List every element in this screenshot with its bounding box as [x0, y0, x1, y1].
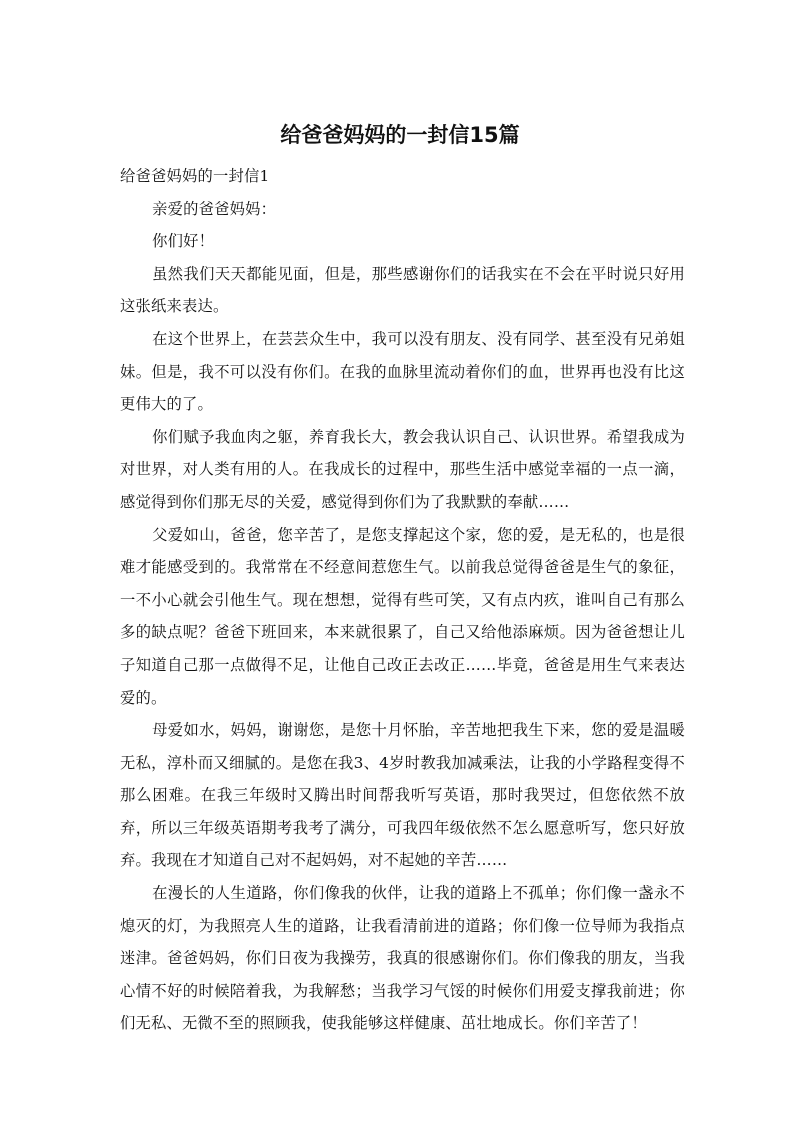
- body-paragraph: 父爱如山，爸爸，您辛苦了，是您支撑起这个家，您的爱，是无私的，也是很难才能感受到的。我常常在不经意间惹您生气。以前我总觉得爸爸是生气的象征，一不小心就会引他生气。现在想想，觉得有些可笑，又有点内疚，谁叫自己有那么多的缺点呢？爸爸下班回来，本来就很累了，自己又给他添麻烦。因为爸爸想让儿子知道自己那一点做得不足，让他自己改正去改正……毕竟，爸爸是用生气来表达爱的。: [120, 525, 685, 707]
- section-heading: 给爸爸妈妈的一封信1: [120, 167, 270, 185]
- letter-salutation: 亲爱的爸爸妈妈：: [152, 199, 277, 218]
- body-paragraph: 在漫长的人生道路，你们像我的伙伴，让我的道路上不孤单；你们像一盏永不熄灭的灯，为我照亮人生的道路，让我看清前进的道路；你们像一位导师为我指点迷津。爸爸妈妈，你们日夜为我操劳，我真的很感谢你们。你们像我的朋友，当我心情不好的时候陪着我，为我解愁；当我学习气馁的时候你们用爱支撑我前进；你们无私、无微不至的照顾我，使我能够这样健康、茁壮地成长。你们辛苦了！: [120, 884, 685, 1033]
- body-paragraph: 虽然我们天天都能见面，但是，那些感谢你们的话我实在不会在平时说只好用这张纸来表达。: [120, 264, 685, 316]
- letter-greeting: 你们好！: [152, 232, 215, 251]
- body-paragraph: 你们赋予我血肉之躯，养育我长大，教会我认识自己、认识世界。希望我成为对世界，对人类有用的人。在我成长的过程中，那些生活中感觉幸福的一点一滴，感觉得到你们那无尽的关爱，感觉得到你们为了我默默的奉献……: [120, 427, 685, 511]
- body-paragraph: 在这个世界上，在芸芸众生中，我可以没有朋友、没有同学、甚至没有兄弟姐妹。但是，我不可以没有你们。在我的血脉里流动着你们的血，世界再也没有比这更伟大的了。: [120, 329, 685, 414]
- document-title: 给爸爸妈妈的一封信15篇: [280, 123, 520, 147]
- document-body: [120, 160, 685, 1040]
- body-paragraph: 母爱如水，妈妈，谢谢您，是您十月怀胎，辛苦地把我生下来，您的爱是温暖无私，淳朴而又细腻的。是您在我3、4岁时教我加减乘法，让我的小学路程变得不那么困难。在我三年级时又腾出时间帮我听写英语，那时我哭过，但您依然不放弃，所以三年级英语期考我考了满分，可我四年级依然不怎么愿意听写，您只好放弃。我现在才知道自己对不起妈妈，对不起她的辛苦……: [120, 721, 685, 870]
